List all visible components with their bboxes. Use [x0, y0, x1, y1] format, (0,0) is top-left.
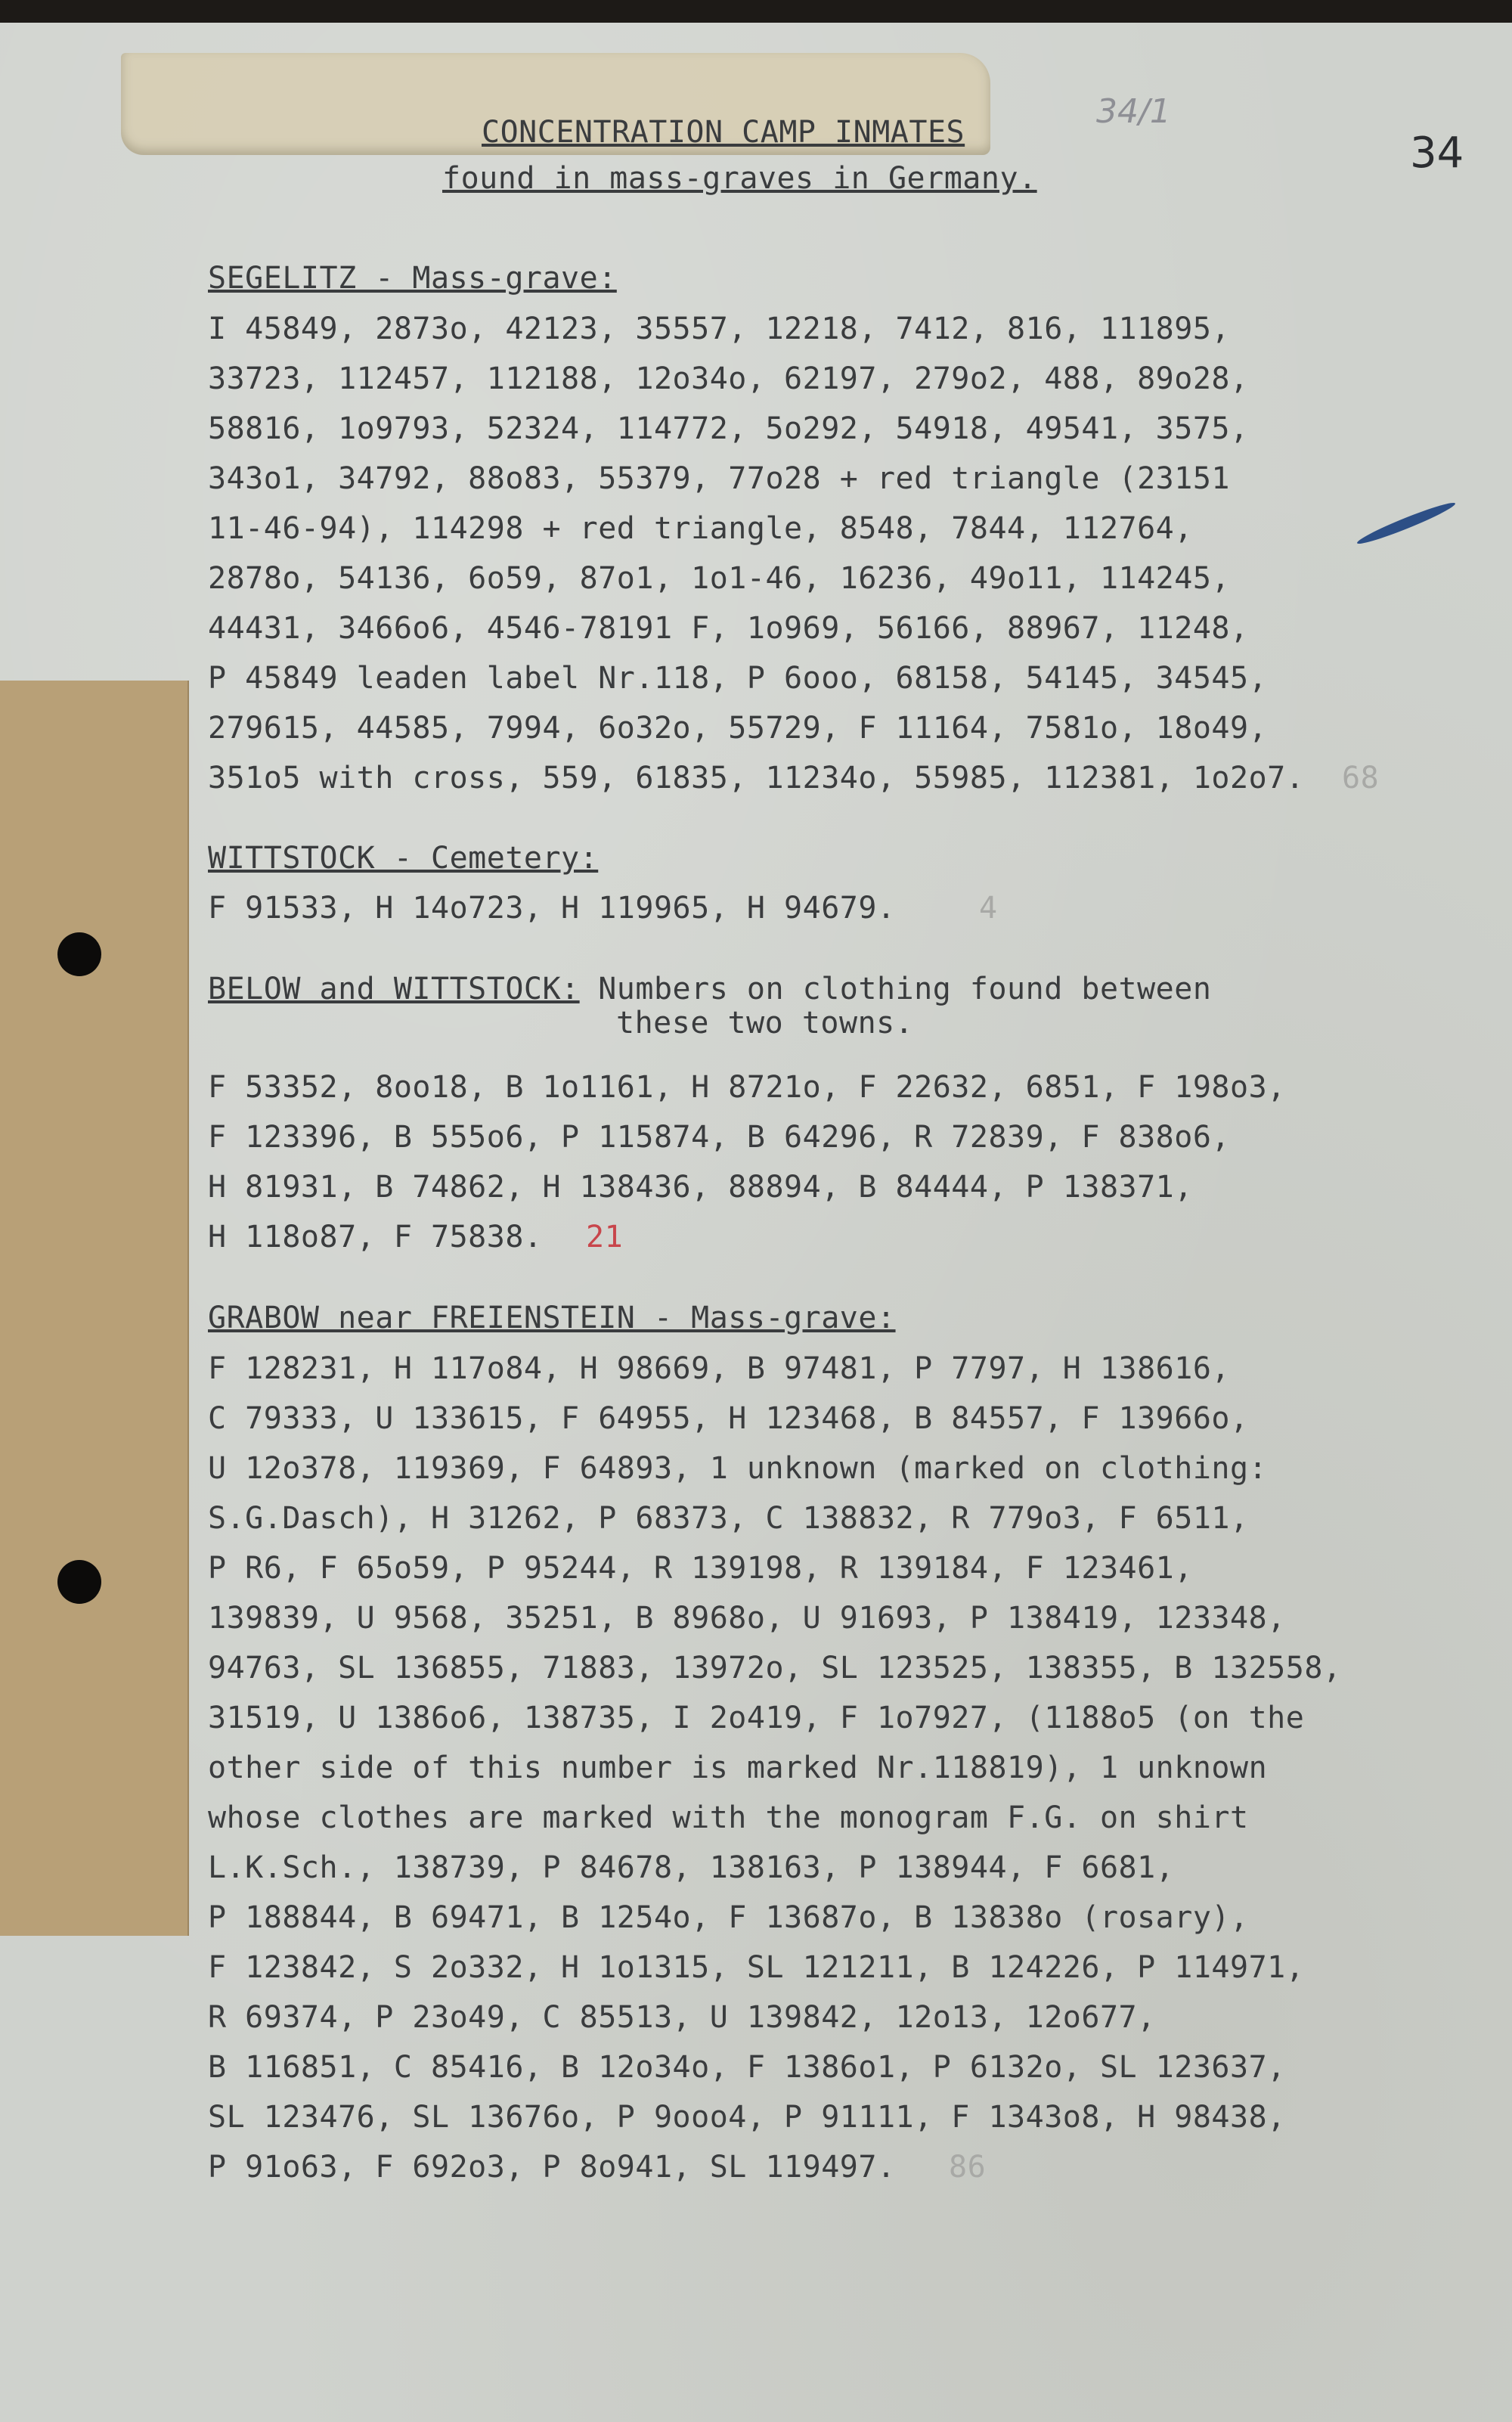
grabow-line: 94763, SL 136855, 71883, 13972o, SL 123525, 138355, B 132558,: [208, 1651, 1342, 1685]
segelitz-line: 58816, 1o9793, 52324, 114772, 5o292, 54918, 49541, 3575,: [208, 411, 1249, 446]
scan-top-edge: [0, 0, 1512, 23]
handwritten-page-mark: 34/1: [1096, 92, 1171, 131]
section-heading-grabow: GRABOW near FREIENSTEIN - Mass-grave:: [208, 1301, 896, 1335]
grabow-line: whose clothes are marked with the monogram F.G. on shirt: [208, 1800, 1249, 1835]
segelitz-line: 279615, 44585, 7994, 6o32o, 55729, F 11164, 7581o, 18o49,: [208, 711, 1268, 746]
section-heading-wittstock: WITTSTOCK - Cemetery:: [208, 841, 599, 876]
below-line: F 53352, 8oo18, B 1o1161, H 8721o, F 22632, 6851, F 198o3,: [208, 1070, 1286, 1105]
grabow-line: L.K.Sch., 138739, P 84678, 138163, P 138944, F 6681,: [208, 1850, 1175, 1885]
below-line: F 123396, B 555o6, P 115874, B 64296, R 72839, F 838o6,: [208, 1120, 1231, 1155]
count-note-segelitz: 68: [1342, 761, 1380, 795]
grabow-line: F 123842, S 2o332, H 1o1315, SL 121211, B 124226, P 114971,: [208, 1950, 1305, 1985]
punch-hole-bottom: [57, 1560, 101, 1604]
grabow-line: P R6, F 65o59, P 95244, R 139198, R 139184, F 123461,: [208, 1551, 1193, 1586]
grabow-line: B 116851, C 85416, B 12o34o, F 1386o1, P 6132o, SL 123637,: [208, 2050, 1286, 2085]
grabow-line: C 79333, U 133615, F 64955, H 123468, B 84557, F 13966o,: [208, 1401, 1249, 1436]
count-note-grabow: 86: [949, 2150, 987, 2185]
segelitz-line: 11-46-94), 114298 + red triangle, 8548, 7844, 112764,: [208, 511, 1193, 546]
section-heading-below-underlined: BELOW and WITTSTOCK:: [208, 972, 580, 1006]
count-note-below: 21: [586, 1220, 624, 1254]
segelitz-line: I 45849, 2873o, 42123, 35557, 12218, 7412, 816, 111895,: [208, 312, 1231, 346]
grabow-line: other side of this number is marked Nr.118819), 1 unknown: [208, 1751, 1268, 1785]
blue-pen-stroke: [1355, 498, 1457, 547]
count-note-wittstock: 4: [979, 891, 998, 926]
document-page: [0, 23, 1512, 2422]
grabow-line: S.G.Dasch), H 31262, P 68373, C 138832, R 779o3, F 6511,: [208, 1501, 1249, 1536]
section-heading-below-rest: Numbers on clothing found between: [579, 972, 1212, 1006]
grabow-line: 139839, U 9568, 35251, B 8968o, U 91693, P 138419, 123348,: [208, 1601, 1286, 1636]
segelitz-line: 351o5 with cross, 559, 61835, 11234o, 55985, 112381, 1o2o7.: [208, 761, 1305, 795]
section-heading-below: [208, 972, 1211, 1006]
binding-tape: [0, 681, 189, 1936]
section-heading-below-line2: these two towns.: [616, 1006, 914, 1040]
wittstock-line: F 91533, H 14o723, H 119965, H 94679.: [208, 891, 896, 926]
grabow-line: P 91o63, F 692o3, P 8o941, SL 119497.: [208, 2150, 896, 2185]
title-line-2: found in mass-graves in Germany.: [442, 161, 1037, 196]
segelitz-line: 33723, 112457, 112188, 12o34o, 62197, 279o2, 488, 89o28,: [208, 361, 1249, 396]
segelitz-line: P 45849 leaden label Nr.118, P 6ooo, 68158, 54145, 34545,: [208, 661, 1268, 696]
grabow-line: SL 123476, SL 13676o, P 9ooo4, P 91111, F 1343o8, H 98438,: [208, 2100, 1286, 2135]
below-line: H 118o87, F 75838.: [208, 1220, 543, 1254]
section-heading-segelitz: SEGELITZ - Mass-grave:: [208, 261, 617, 296]
segelitz-line: 44431, 3466o6, 4546-78191 F, 1o969, 56166, 88967, 11248,: [208, 611, 1249, 646]
segelitz-line: 343o1, 34792, 88o83, 55379, 77o28 + red triangle (23151: [208, 461, 1231, 496]
segelitz-line: 2878o, 54136, 6o59, 87o1, 1o1-46, 16236, 49o11, 114245,: [208, 561, 1231, 596]
title-line-1: CONCENTRATION CAMP INMATES: [482, 115, 965, 150]
below-line: H 81931, B 74862, H 138436, 88894, B 84444, P 138371,: [208, 1170, 1193, 1205]
punch-hole-top: [57, 932, 101, 976]
grabow-line: 31519, U 1386o6, 138735, I 2o419, F 1o7927, (1188o5 (on the: [208, 1701, 1305, 1735]
grabow-line: R 69374, P 23o49, C 85513, U 139842, 12o13, 12o677,: [208, 2000, 1156, 2035]
grabow-line: P 188844, B 69471, B 1254o, F 13687o, B 13838o (rosary),: [208, 1900, 1249, 1935]
grabow-line: F 128231, H 117o84, H 98669, B 97481, P 7797, H 138616,: [208, 1351, 1231, 1386]
page-number: 34: [1410, 129, 1464, 178]
grabow-line: U 12o378, 119369, F 64893, 1 unknown (marked on clothing:: [208, 1451, 1268, 1486]
